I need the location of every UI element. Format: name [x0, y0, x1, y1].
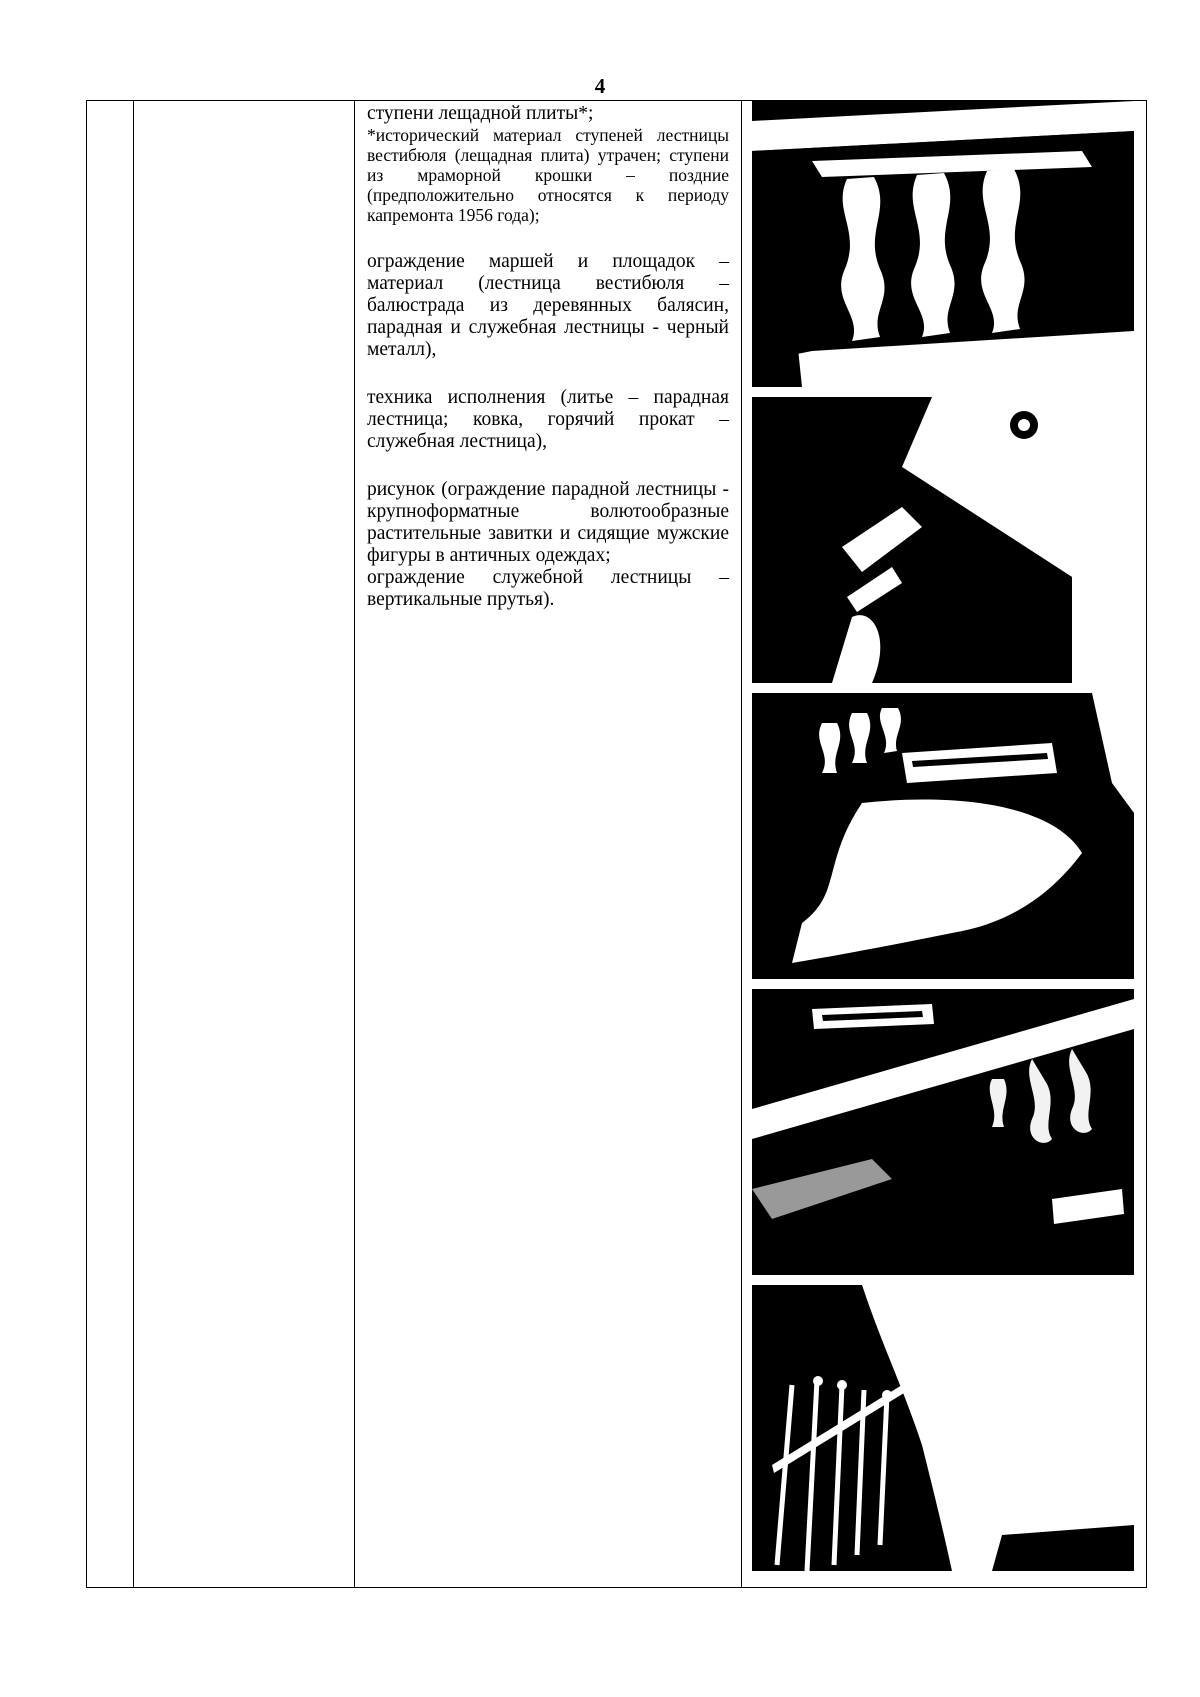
photo-balustrade	[752, 101, 1134, 387]
photos-cell	[742, 101, 1147, 1588]
photo-stair-landing	[752, 693, 1134, 979]
photo-main-stair-railing	[752, 397, 1134, 683]
steps-material-text: ступени лещадной плиты*;	[367, 103, 594, 124]
element-name-cell	[134, 101, 355, 1588]
number-cell	[87, 101, 134, 1588]
photo-railing-figures	[752, 989, 1134, 1275]
page-number: 4	[594, 74, 606, 98]
historic-material-note: *исторический материал ступеней лестницы вестибюля (лещадная плита) утрачен; ступени из мраморной крошки – поздние (предположительно относятся к периоду капремонта 1956 года);	[367, 125, 729, 225]
monument-description-table	[86, 100, 1147, 1588]
pattern-text: рисунок (ограждение парадной лестницы - крупноформатные волютообразные растительные завитки и сидящие мужские фигуры в античных одеждах;	[367, 479, 729, 566]
technique-text: техника исполнения (литье – парадная лестница; ковка, горячий прокат – служебная лестница),	[367, 387, 729, 452]
table-row	[87, 101, 1147, 1588]
service-railing-text: ограждение служебной лестницы – вертикальные прутья).	[367, 567, 729, 610]
description-cell	[355, 101, 742, 1588]
photo-service-stair-railing	[752, 1285, 1134, 1571]
railing-material-text: ограждение маршей и площадок – материал (лестница вестибюля – балюстрада из деревянных балясин, парадная и служебная лестницы - черный металл),	[367, 251, 729, 360]
